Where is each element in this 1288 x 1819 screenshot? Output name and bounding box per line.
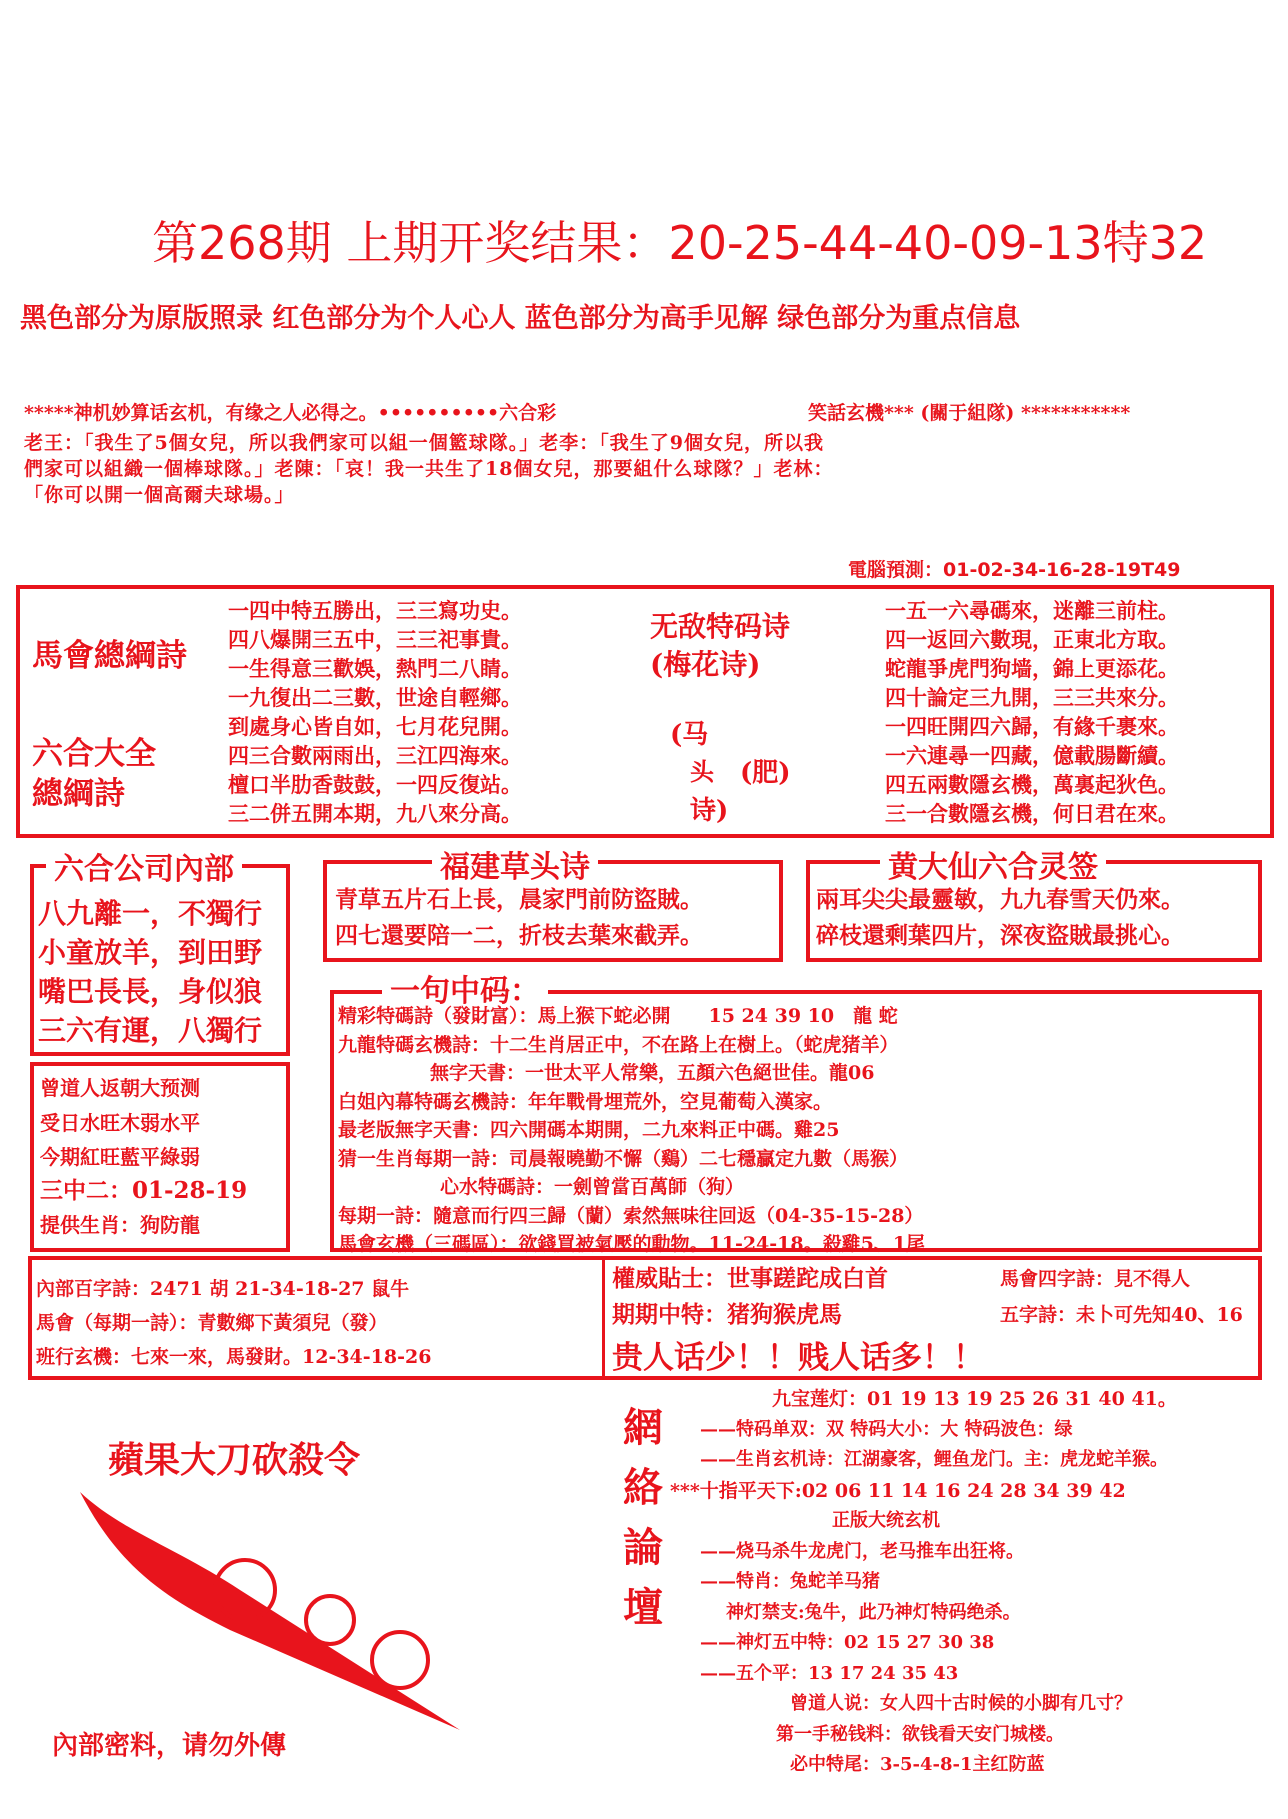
daoren-title: 曾道人返朝大预测	[40, 1076, 200, 1100]
poem-line: 四十論定三九開，三三共來分。	[885, 685, 1179, 710]
wu-zi-shi: 五字詩：未卜可先知40、16	[1000, 1304, 1243, 1326]
company-line: 小童放羊，到田野	[38, 936, 263, 969]
yiju-title: 一句中码：	[382, 966, 548, 1010]
poem-left	[228, 596, 522, 828]
poem-line: 檀口半肋香鼓鼓，一四反復站。	[228, 772, 522, 797]
joke-title: 笑話玄機*** (關于組隊) ***********	[808, 402, 1131, 424]
daoren-line: 今期紅旺藍平綠弱	[40, 1145, 200, 1169]
left-title-2: 六合大全	[32, 736, 156, 772]
poem-line: 一九復出二三數，世途自輕鄉。	[228, 685, 522, 710]
company-line: 三六有運，八獨行	[38, 1014, 263, 1047]
joke-line-3: 們家可以組織一個棒球隊。」老陳：「哀！我一共生了18個女兒，那要組什么球隊？」老林：	[24, 458, 834, 480]
joke-line-1: *****神机妙算话玄机，有缘之人必得之。••••••••••六合彩	[24, 402, 557, 424]
mid-note-4: 诗)	[690, 796, 729, 826]
mid-note-1: (马	[670, 720, 709, 750]
forum-vertical	[618, 1398, 668, 1638]
huang-line: 碎枝還剩葉四片，深夜盜賊最挑心。	[816, 922, 1184, 949]
company-line: 八九離一，不獨行	[38, 897, 263, 930]
poem-right	[885, 596, 1179, 828]
yiju-line: 每期一詩：隨意而行四三歸（蘭）索然無味往回返（04-35-15-28）	[338, 1204, 924, 1227]
huang-lines	[816, 882, 1184, 954]
forum-char: 絡	[623, 1464, 663, 1511]
left-title-3: 總綱詩	[32, 776, 125, 812]
mahui-4zi: 馬會四字詩：見不得人	[1000, 1268, 1191, 1290]
quan-wei: 權威貼士：世事蹉跎成白首	[612, 1265, 888, 1292]
forum-line: ——特码单双：双 特码大小：大 特码波色：绿	[700, 1418, 1073, 1440]
daoren-line: 三中二：01-28-19	[40, 1177, 248, 1204]
computer-prediction: 電腦預測：01-02-34-16-28-19T49	[848, 559, 1181, 581]
mid-note-2: 头	[690, 757, 714, 786]
page-title: 第268期 上期开奖结果：20-25-44-40-09-13特32	[152, 216, 1208, 270]
forum-line: 第一手秘钱料：欲钱看天安门城楼。	[776, 1723, 1064, 1745]
joke-line-4: 「你可以開一個高爾夫球場。」	[24, 484, 295, 506]
mid-title-1: 无敌特码诗	[650, 610, 791, 643]
inner-lines	[36, 1272, 431, 1374]
poem-line: 一生得意三歡娛，熱門二八睛。	[228, 656, 522, 681]
yiju-line: 猜一生肖每期一詩：司晨報曉勤不懈（鷄）二七穩贏定九數（馬猴）	[338, 1147, 909, 1170]
poem-line: 一四中特五勝出，三三寫功史。	[228, 598, 522, 623]
daoren-line: 提供生肖：狗防龍	[40, 1213, 200, 1237]
forum-line: ——五个平：13 17 24 35 43	[700, 1662, 959, 1684]
forum-line: ——神灯五中特：02 15 27 30 38	[700, 1632, 995, 1653]
fujian-title: 福建草头诗	[432, 842, 598, 886]
apple-footer: 內部密料，请勿外傳	[52, 1731, 287, 1761]
poem-line: 到處身心皆自如，七月花兒開。	[228, 714, 522, 739]
poem-line: 一五一六尋碼來，迷離三前柱。	[885, 598, 1179, 623]
color-legend: 黑色部分为原版照录 红色部分为个人心人 蓝色部分为高手见解 绿色部分为重点信息	[20, 303, 1021, 334]
yiju-line: 最老版無字天書：四六開碼本期開，二九來料正中碼。雞25	[338, 1119, 840, 1141]
company-title: 六合公司內部	[46, 844, 242, 888]
company-line: 嘴巴長長，身似狼	[38, 975, 263, 1008]
qiqi-zhongte: 期期中特：猪狗猴虎馬	[612, 1301, 842, 1328]
poem-line: 一四旺開四六歸，有緣千裹來。	[885, 714, 1179, 739]
company-lines	[38, 894, 262, 1050]
forum-line: 神灯禁支:兔牛，此乃神灯特码绝杀。	[726, 1601, 1021, 1623]
forum-line: ——生肖玄机诗：江湖豪客，鲤鱼龙门。主：虎龙蛇羊猴。	[700, 1449, 1168, 1470]
inner-line: 內部百字詩：2471 胡 21-34-18-27 鼠牛	[36, 1278, 410, 1300]
fujian-lines	[335, 882, 703, 954]
poem-line: 四一返回六數現，正東北方取。	[885, 627, 1179, 652]
poem-line: 四三合數兩雨出，三江四海來。	[228, 743, 522, 768]
forum-line: 曾道人说：女人四十古时候的小脚有几寸？	[790, 1693, 1132, 1714]
yiju-line: 九龍特碼玄機詩：十二生肖居正中，不在路上在樹上。（蛇虎猪羊）	[338, 1033, 899, 1056]
huang-title: 黄大仙六合灵签	[880, 842, 1106, 886]
forum-line: ——特肖：兔蛇羊马猪	[700, 1571, 880, 1592]
fujian-line: 四七還要陪一二，折枝去葉來截弄。	[335, 922, 703, 949]
mid-title-2: (梅花诗)	[650, 648, 761, 681]
motto: 贵人话少！！贱人话多！！	[612, 1340, 984, 1376]
poem-line: 一六連尋一四藏，億載腸斷續。	[885, 743, 1179, 768]
daoren-line: 受日水旺木弱水平	[40, 1111, 200, 1135]
yiju-line: 馬會玄機（三碼區）：欲錢買被氣壓的動物。11-24-18。殺雞5、1尾	[338, 1233, 926, 1255]
poem-line: 四八爆開三五中，三三祀事貴。	[228, 627, 522, 652]
yiju-line: 精彩特碼詩（發財富）：馬上猴下蛇必開 15 24 39 10 龍 蛇	[338, 1005, 898, 1027]
yiju-lines	[338, 1002, 925, 1259]
knife-icon	[40, 1480, 480, 1740]
mid-note-3: (肥)	[740, 758, 791, 788]
poem-line: 四五兩數隱玄機，萬裏起狄色。	[885, 772, 1179, 797]
yiju-line: 心水特碼詩：一劍曾當百萬師（狗）	[440, 1176, 745, 1198]
forum-line: ***十指平天下:02 06 11 14 16 24 28 34 39 42	[670, 1479, 1126, 1502]
yiju-line: 無字天書：一世太平人常樂，五顏六色絕世佳。龍06	[430, 1062, 875, 1084]
inner-line: 馬會（每期一詩）：青數鄉下黃須兒（發）	[36, 1312, 388, 1334]
poem-line: 三二併五開本期，九八來分高。	[228, 801, 522, 826]
forum-line: 九宝莲灯：01 19 13 19 25 26 31 40 41。	[772, 1388, 1177, 1410]
poem-line: 三一合數隱玄機，何日君在來。	[885, 801, 1179, 826]
forum-line: ——烧马杀牛龙虎门，老马推车出狂将。	[700, 1540, 1024, 1562]
forum-lines	[670, 1384, 1177, 1781]
apple-title: 蘋果大刀砍殺令	[108, 1439, 361, 1481]
huang-line: 兩耳尖尖最靈敏，九九春雪天仍來。	[816, 886, 1184, 913]
poem-line: 蛇龍爭虎門狗墙，錦上更添花。	[885, 656, 1179, 681]
forum-line: 正版大统玄机	[832, 1510, 940, 1531]
forum-char: 論	[623, 1524, 663, 1571]
daoren-lines	[40, 1106, 247, 1242]
joke-line-2: 老王：「我生了5個女兒，所以我們家可以組一個籃球隊。」老李：「我生了9個女兒，所以我	[24, 432, 824, 454]
forum-char: 壇	[623, 1584, 663, 1631]
forum-line: 必中特尾：3-5-4-8-1主红防蓝	[790, 1754, 1045, 1775]
inner-line: 班行玄機：七來一來，馬發財。12-34-18-26	[36, 1346, 432, 1368]
forum-char: 網	[623, 1404, 663, 1451]
fujian-line: 青草五片石上長，晨家門前防盜賊。	[335, 886, 703, 913]
left-title-1: 馬會總綱詩	[32, 638, 187, 674]
yiju-line: 白姐內幕特碼玄機詩：年年戰骨埋荒外，空見葡萄入漢家。	[338, 1090, 833, 1113]
